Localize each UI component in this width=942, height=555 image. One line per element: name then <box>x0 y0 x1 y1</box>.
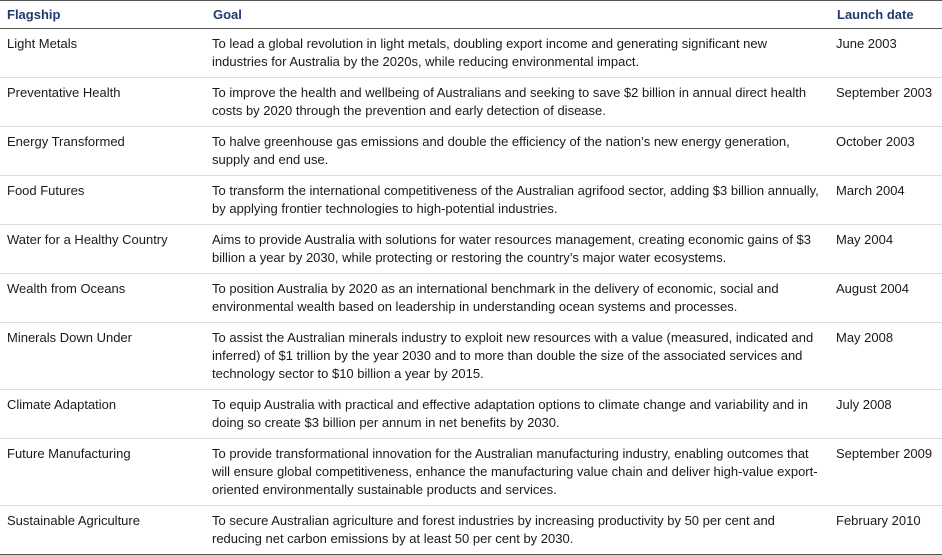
table-row <box>0 176 942 225</box>
cell-flagship: Future Manufacturing <box>0 439 206 506</box>
table-row <box>0 29 942 78</box>
column-header-launch-date: Launch date <box>830 1 942 29</box>
cell-flagship: Wealth from Oceans <box>0 274 206 323</box>
table-row <box>0 323 942 390</box>
cell-launch-date: September 2009 <box>830 439 942 506</box>
column-header-flagship: Flagship <box>0 1 206 29</box>
cell-goal: To halve greenhouse gas emissions and double the efficiency of the nation’s new energy generation, supply and end use. <box>206 127 830 176</box>
cell-launch-date: July 2008 <box>830 390 942 439</box>
cell-flagship: Sustainable Agriculture <box>0 506 206 555</box>
cell-flagship: Food Futures <box>0 176 206 225</box>
column-header-goal: Goal <box>206 1 830 29</box>
cell-goal: To lead a global revolution in light metals, doubling export income and generating significant new industries for Australia by the 2020s, while reducing environmental impact. <box>206 29 830 78</box>
cell-flagship: Minerals Down Under <box>0 323 206 390</box>
cell-launch-date: February 2010 <box>830 506 942 555</box>
table-header <box>0 1 942 29</box>
cell-launch-date: September 2003 <box>830 78 942 127</box>
cell-flagship: Energy Transformed <box>0 127 206 176</box>
table-body <box>0 29 942 555</box>
header-row <box>0 1 942 29</box>
cell-launch-date: June 2003 <box>830 29 942 78</box>
cell-goal: To assist the Australian minerals industry to exploit new resources with a value (measured, indicated and inferred) of $1 trillion by the year 2030 and to more than double the size of the associated services and technology sector to $10 billion a year by 2015. <box>206 323 830 390</box>
cell-flagship: Water for a Healthy Country <box>0 225 206 274</box>
cell-launch-date: May 2004 <box>830 225 942 274</box>
cell-flagship: Light Metals <box>0 29 206 78</box>
table-row <box>0 390 942 439</box>
cell-goal: To equip Australia with practical and effective adaptation options to climate change and variability and in doing so create $3 billion per annum in net benefits by 2030. <box>206 390 830 439</box>
cell-launch-date: May 2008 <box>830 323 942 390</box>
cell-goal: Aims to provide Australia with solutions for water resources management, creating economic gains of $3 billion a year by 2030, while protecting or restoring the country’s major water ecosystems. <box>206 225 830 274</box>
cell-goal: To provide transformational innovation for the Australian manufacturing industry, enabling outcomes that will ensure global competitiveness, enhance the manufacturing value chain and deliver high-value export-oriented environmentally sustainable products and services. <box>206 439 830 506</box>
table-row <box>0 78 942 127</box>
table-row <box>0 127 942 176</box>
cell-goal: To improve the health and wellbeing of Australians and seeking to save $2 billion in annual direct health costs by 2020 through the prevention and early detection of disease. <box>206 78 830 127</box>
cell-goal: To position Australia by 2020 as an international benchmark in the delivery of economic, social and environmental wealth based on leadership in understanding ocean systems and processes. <box>206 274 830 323</box>
cell-flagship: Climate Adaptation <box>0 390 206 439</box>
cell-goal: To transform the international competitiveness of the Australian agrifood sector, adding $3 billion annually, by applying frontier technologies to high-potential industries. <box>206 176 830 225</box>
table-row <box>0 506 942 555</box>
table-row <box>0 225 942 274</box>
cell-launch-date: October 2003 <box>830 127 942 176</box>
table-row <box>0 274 942 323</box>
table-row <box>0 439 942 506</box>
cell-launch-date: August 2004 <box>830 274 942 323</box>
cell-flagship: Preventative Health <box>0 78 206 127</box>
cell-goal: To secure Australian agriculture and forest industries by increasing productivity by 50 per cent and reducing net carbon emissions by at least 50 per cent by 2030. <box>206 506 830 555</box>
cell-launch-date: March 2004 <box>830 176 942 225</box>
